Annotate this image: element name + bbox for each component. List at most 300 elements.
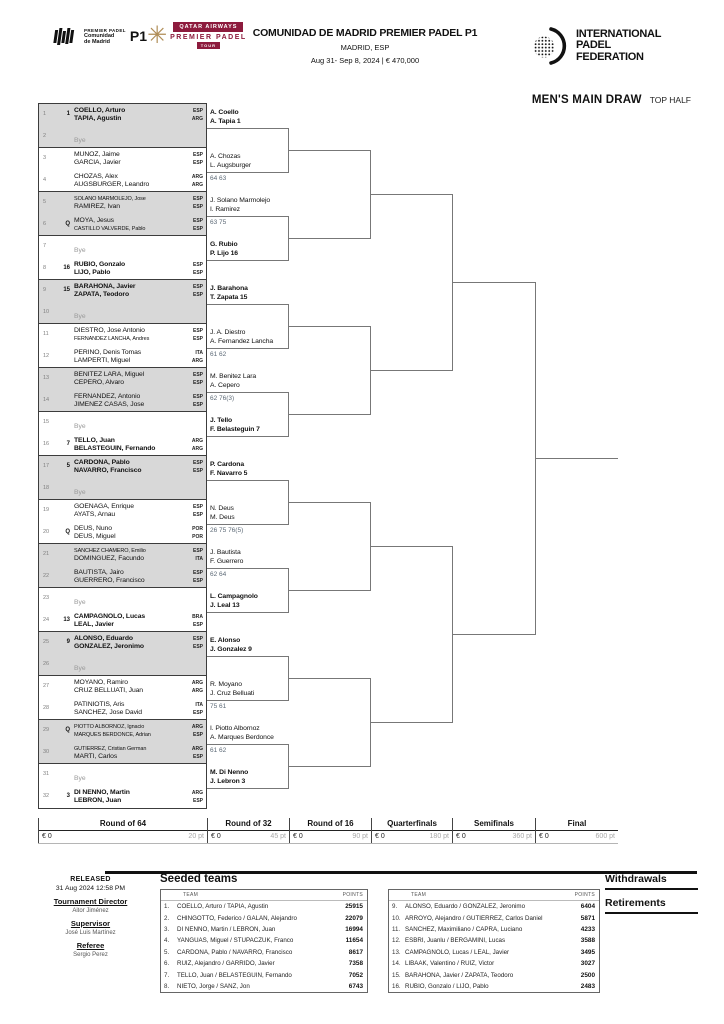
player-2-name: LIJO, Pablo	[74, 269, 111, 277]
seed-team-points: 6743	[348, 982, 363, 990]
match-score: 64 63	[210, 175, 227, 182]
tournament-official	[28, 897, 153, 914]
draw-slot	[39, 566, 206, 588]
player-2-name: GARCIA, Javier	[74, 159, 121, 167]
player-2-name: CEPERO, Alvaro	[74, 379, 124, 387]
player-2-country: ARG	[191, 116, 203, 123]
player-1-name: GOENAGA, Enrique	[74, 502, 134, 510]
winner-player-2: L. Augsburger	[210, 162, 252, 169]
player-2-name: MARTI, Carlos	[74, 753, 118, 761]
player-2-name: CRUZ BELLUATI, Juan	[74, 687, 143, 695]
player-1-country: ITA	[195, 701, 203, 708]
bracket-line	[370, 546, 452, 547]
winner-player-2: J. Cruz Belluati	[210, 690, 255, 697]
seed-rank: 10.	[392, 914, 401, 922]
round-name: Final	[536, 818, 618, 831]
player-1-country: ESP	[192, 327, 203, 334]
player-1-name: PERINO, Denis Tomas	[74, 348, 142, 356]
round-points: 90 pt	[352, 833, 368, 840]
slot-number: 23	[43, 595, 50, 601]
player-1-name: PIOTTO ALBORNOZ, Ignacio	[74, 723, 145, 730]
player-2-name: ZAPATA, Teodoro	[74, 291, 130, 299]
round-points: 600 pt	[595, 833, 615, 840]
winner-player-1: A. Coello	[210, 109, 239, 116]
player-1-name: COELLO, Arturo	[74, 106, 126, 114]
winner-player-1: J. A. Diestro	[210, 329, 246, 336]
seed-rank: 12.	[392, 937, 401, 945]
seeded-teams-title: Seeded teams	[160, 873, 238, 885]
slot-number: 6	[43, 221, 47, 227]
match-score: 75 61	[210, 703, 227, 710]
seed-team-points: 7052	[348, 971, 363, 979]
seeded-team-row	[161, 947, 367, 958]
seed-rank: 15.	[392, 971, 401, 979]
slot-number: 19	[43, 507, 50, 513]
player-1-country: ESP	[192, 635, 203, 642]
column-header-team: TEAM	[411, 892, 427, 898]
seed-team-points: 7358	[348, 960, 363, 968]
tournament-dates-prize: Aug 31- Sep 8, 2024 | € 470,000	[310, 56, 420, 65]
seeded-team-row	[161, 901, 367, 912]
bracket-line	[370, 722, 452, 723]
bye-label: Bye	[74, 488, 86, 496]
released-label: RELEASED	[70, 876, 111, 883]
ipf-line-3: FEDERATION	[576, 50, 644, 63]
player-1-name: BENITEZ LARA, Miguel	[74, 370, 145, 378]
seed-number: 9	[66, 639, 70, 645]
player-1-country: ARG	[191, 173, 203, 180]
player-1-name: RUBIO, Gonzalo	[74, 260, 126, 268]
slot-number: 22	[43, 573, 50, 579]
seed-rank: 3.	[164, 925, 170, 933]
round-points-cell	[289, 818, 371, 843]
bracket-line	[207, 260, 288, 261]
player-1-name: PATINIOTIS, Aris	[74, 700, 125, 708]
player-1-name: CARDONA, Pablo	[74, 458, 130, 466]
winner-player-2: J. Lebron 3	[210, 778, 246, 785]
player-2-country: ESP	[192, 270, 203, 277]
player-1-country: ARG	[191, 745, 203, 752]
seed-number: 5	[66, 463, 70, 469]
seeded-team-row	[161, 924, 367, 935]
bracket-line	[207, 128, 288, 129]
draw-slot	[39, 412, 206, 434]
draw-slot	[39, 544, 206, 566]
draw-slot	[39, 588, 206, 610]
seeded-team-row	[389, 935, 599, 946]
seed-team-points: 25915	[345, 903, 363, 911]
seed-team-points: 3588	[580, 937, 595, 945]
draw-slot	[39, 148, 206, 170]
officials-list	[28, 897, 153, 958]
seed-rank: 9.	[392, 903, 398, 911]
round-name: Round of 64	[39, 818, 207, 831]
player-1-country: ARG	[191, 437, 203, 444]
bye-label: Bye	[74, 664, 86, 672]
seeded-team-row	[389, 981, 599, 992]
official-role: Supervisor	[70, 919, 111, 928]
seed-team-names: CAMPAGNOLO, Lucas / LEAL, Javier	[405, 948, 510, 956]
player-1-name: BARAHONA, Javier	[74, 282, 136, 290]
player-2-name: CASTILLO VALVERDE, Pablo	[74, 226, 146, 233]
player-2-country: ESP	[192, 380, 203, 387]
draw-slot	[39, 720, 206, 742]
premier-padel-label: PREMIER PADEL	[170, 34, 247, 41]
player-2-name: LEAL, Javier	[74, 621, 114, 629]
player-1-name: MOYA, Jesus	[74, 216, 114, 224]
slot-number: 15	[43, 419, 50, 425]
bracket-line	[207, 568, 288, 569]
round-points-cell	[207, 818, 289, 843]
withdrawals-section	[605, 873, 698, 890]
winner-player-1: P. Cardona	[210, 461, 245, 468]
bracket-line	[207, 524, 288, 525]
seed-team-points: 3495	[580, 948, 595, 956]
winner-player-1: A. Chozas	[210, 153, 241, 160]
round-points: 360 pt	[512, 833, 532, 840]
player-2-name: MARQUES BERDONCE, Adrian	[74, 732, 151, 739]
slot-number: 18	[43, 485, 50, 491]
seed-number: 13	[63, 617, 70, 623]
player-1-name: SOLANO MARMOLEJO, Jose	[74, 195, 146, 202]
player-1-country: ESP	[192, 107, 203, 114]
player-1-country: ESP	[192, 371, 203, 378]
ipf-ball-icon	[531, 26, 571, 66]
bracket-line	[288, 678, 370, 679]
player-1-name: CAMPAGNOLO, Lucas	[74, 612, 146, 620]
bracket-line	[288, 414, 370, 415]
madrid-name-2: de Madrid	[84, 38, 110, 45]
player-2-country: ARG	[191, 358, 203, 365]
draw-slot	[39, 698, 206, 720]
bracket-line	[207, 744, 288, 745]
player-1-name: DIESTRO, Jose Antonio	[74, 326, 145, 334]
player-2-country: ESP	[192, 512, 203, 519]
seed-team-points: 8617	[348, 948, 363, 956]
ipf-line-1: INTERNATIONAL	[576, 27, 662, 40]
slot-number: 32	[43, 793, 50, 799]
player-2-country: ESP	[192, 644, 203, 651]
player-1-country: ESP	[192, 283, 203, 290]
slot-number: 5	[43, 199, 47, 205]
player-2-name: JIMENEZ CASAS, Jose	[74, 401, 145, 409]
player-1-country: POR	[192, 525, 203, 532]
draw-slot	[39, 192, 206, 214]
column-header-points: POINTS	[342, 892, 363, 898]
player-1-country: ESP	[192, 151, 203, 158]
draw-slot	[39, 610, 206, 632]
bracket-line	[535, 458, 618, 459]
rounds-points-table	[38, 818, 618, 844]
player-2-name: NAVARRO, Francisco	[74, 467, 142, 475]
tournament-header	[230, 27, 500, 65]
winner-player-1: M. Benitez Lara	[210, 373, 257, 380]
seed-team-names: NIETO, Jorge / SANZ, Jon	[177, 982, 250, 990]
player-2-country: ESP	[192, 160, 203, 167]
seeded-team-row	[161, 912, 367, 923]
comunidad-madrid-logo	[52, 24, 147, 48]
player-1-country: ARG	[191, 789, 203, 796]
player-1-name: ALONSO, Eduardo	[74, 634, 133, 642]
retirements-section	[605, 897, 698, 914]
qualifier-mark: Q	[65, 727, 70, 733]
draw-slot	[39, 346, 206, 368]
bye-label: Bye	[74, 774, 86, 782]
bracket-line	[288, 326, 370, 327]
seed-team-points: 2483	[580, 982, 595, 990]
seeded-team-row	[389, 947, 599, 958]
round-prize: € 0	[42, 833, 52, 840]
bracket-line	[370, 370, 452, 371]
seed-team-names: DI NENNO, Martin / LEBRON, Juan	[177, 925, 276, 933]
match-score: 61 62	[210, 351, 227, 358]
slot-number: 29	[43, 727, 50, 733]
winner-player-2: A. Tapia 1	[210, 118, 241, 125]
winner-player-1: G. Rubio	[210, 241, 238, 248]
official-role: Tournament Director	[53, 897, 128, 906]
bye-label: Bye	[74, 312, 86, 320]
winner-player-1: R. Moyano	[210, 681, 242, 688]
bracket-line	[207, 348, 288, 349]
player-1-name: DI NENNO, Martin	[74, 788, 130, 796]
player-1-country: ARG	[191, 723, 203, 730]
winner-player-1: M. Di Nenno	[210, 769, 249, 776]
seed-team-names: RUBIO, Gonzalo / LIJO, Pablo	[405, 982, 489, 990]
bracket-line	[207, 436, 288, 437]
winner-player-1: I. Piotto Albornoz	[210, 725, 260, 732]
slot-number: 28	[43, 705, 50, 711]
winner-player-2: I. Ramirez	[210, 206, 240, 213]
bracket-line	[288, 766, 370, 767]
draw-slot	[39, 500, 206, 522]
round-points-cell	[452, 818, 535, 843]
draw-slot	[39, 368, 206, 390]
winner-player-1: J. Bautista	[210, 549, 241, 556]
draw-slot	[39, 522, 206, 544]
seed-number: 15	[63, 287, 70, 293]
bracket-line	[207, 788, 288, 789]
tournament-title: COMUNIDAD DE MADRID PREMIER PADEL P1	[252, 27, 478, 39]
qatar-flower-icon: ✳	[147, 21, 168, 49]
tournament-official	[28, 941, 153, 958]
bracket-line	[288, 502, 370, 503]
player-2-country: ESP	[192, 204, 203, 211]
draw-slot	[39, 742, 206, 764]
winner-player-1: J. Barahona	[210, 285, 248, 292]
seed-number: 1	[66, 111, 70, 117]
player-2-name: LAMPERTI, Miguel	[74, 357, 131, 365]
seeded-teams-table-1-8	[160, 889, 368, 993]
seeded-team-row	[161, 958, 367, 969]
seed-rank: 7.	[164, 971, 170, 979]
seed-team-names: ALONSO, Eduardo / GONZALEZ, Jeronimo	[405, 903, 526, 911]
winner-player-1: E. Alonso	[210, 637, 241, 644]
seeded-team-row	[161, 935, 367, 946]
official-name: Sergio Perez	[73, 952, 108, 958]
seeded-team-row	[389, 901, 599, 912]
player-1-country: ESP	[192, 547, 203, 554]
bracket-line	[288, 238, 370, 239]
winner-player-2: F. Belasteguin 7	[210, 426, 260, 433]
player-2-name: GUERRERO, Francisco	[74, 577, 145, 585]
round-of-64-column	[38, 103, 207, 809]
seed-team-names: ARROYO, Alejandro / GUTIERREZ, Carlos Daniel	[405, 914, 543, 922]
tour-label: TOUR	[197, 42, 220, 49]
madrid-name-1: Comunidad	[84, 32, 115, 39]
slot-number: 10	[43, 309, 50, 315]
round-prize: € 0	[539, 833, 549, 840]
player-2-name: LEBRON, Juan	[74, 797, 122, 805]
winner-player-2: A. Marques Berdonce	[210, 734, 274, 741]
draw-slot	[39, 676, 206, 698]
round-points-cell	[371, 818, 452, 843]
slot-number: 31	[43, 771, 50, 777]
player-2-country: ESP	[192, 226, 203, 233]
round-points: 45 pt	[270, 833, 286, 840]
draw-slot	[39, 390, 206, 412]
bracket-line	[288, 590, 370, 591]
slot-number: 16	[43, 441, 50, 447]
winner-player-2: F. Navarro 5	[210, 470, 248, 477]
tournament-official	[28, 919, 153, 936]
winner-player-1: N. Deus	[210, 505, 234, 512]
round-prize: € 0	[293, 833, 303, 840]
slot-number: 7	[43, 243, 47, 249]
match-score: 63 75	[210, 219, 227, 226]
player-1-country: BRA	[192, 613, 203, 620]
seeded-team-row	[161, 969, 367, 980]
round-name: Semifinals	[453, 818, 535, 831]
player-2-name: RAMIREZ, Ivan	[74, 203, 120, 211]
seed-team-points: 6404	[580, 903, 595, 911]
seed-rank: 6.	[164, 960, 170, 968]
bracket-line	[452, 634, 535, 635]
seed-rank: 1.	[164, 903, 170, 911]
qualifier-mark: Q	[65, 221, 70, 227]
player-1-country: ESP	[192, 503, 203, 510]
match-score: 62 64	[210, 571, 227, 578]
official-name: Aitor Jiménez	[72, 908, 109, 914]
bracket-line	[207, 392, 288, 393]
seed-team-names: COELLO, Arturo / TAPIA, Agustin	[177, 903, 269, 911]
p1-category-label: P1	[129, 28, 147, 44]
draw-slot	[39, 280, 206, 302]
slot-number: 2	[43, 133, 47, 139]
player-2-country: ESP	[192, 336, 203, 343]
player-2-country: ESP	[192, 798, 203, 805]
slot-number: 4	[43, 177, 47, 183]
madrid-tagline: PREMIER PADEL	[84, 27, 126, 33]
player-1-name: GUTIERREZ, Cristian German	[74, 745, 147, 752]
bye-label: Bye	[74, 598, 86, 606]
released-datetime: 31 Aug 2024 12:58 PM	[55, 885, 126, 892]
draw-slot	[39, 324, 206, 346]
draw-title-half: TOP HALF	[649, 95, 691, 105]
player-2-name: GONZALEZ, Jeronimo	[74, 643, 144, 651]
bracket-line	[207, 172, 288, 173]
player-2-name: AYATS, Arnau	[74, 511, 116, 519]
bye-label: Bye	[74, 422, 86, 430]
slot-number: 20	[43, 529, 50, 535]
player-2-country: ARG	[191, 688, 203, 695]
seed-team-names: CHINGOTTO, Federico / GALAN, Alejandro	[177, 914, 297, 922]
bracket-line	[207, 480, 288, 481]
round-points-cell	[535, 818, 618, 843]
seed-team-points: 11654	[345, 937, 363, 945]
main-draw-bracket	[38, 103, 620, 811]
draw-slot	[39, 170, 206, 192]
seed-team-names: SANCHEZ, Maximiliano / CAPRA, Luciano	[405, 925, 523, 933]
draw-title-main: MEN'S MAIN DRAW	[531, 94, 642, 106]
player-2-country: ARG	[191, 446, 203, 453]
qatar-airways-label: QATAR AIRWAYS	[173, 22, 243, 32]
player-2-name: BELASTEGUIN, Fernando	[74, 445, 156, 453]
player-1-country: ESP	[192, 217, 203, 224]
player-2-country: ESP	[192, 292, 203, 299]
bracket-line	[207, 612, 288, 613]
madrid-flag-icon	[52, 24, 80, 48]
seed-rank: 14.	[392, 960, 401, 968]
seed-team-points: 2500	[580, 971, 595, 979]
player-2-country: ESP	[192, 578, 203, 585]
player-2-country: ESP	[192, 402, 203, 409]
released-officials-block	[28, 876, 153, 958]
winner-player-1: L. Campagnolo	[210, 593, 258, 600]
seed-number: 7	[66, 441, 70, 447]
seed-rank: 4.	[164, 937, 170, 945]
winner-player-2: A. Cepero	[210, 382, 240, 389]
winner-player-2: A. Fernandez Lancha	[210, 338, 274, 345]
winner-player-2: M. Deus	[210, 514, 235, 521]
column-header-team: TEAM	[183, 892, 199, 898]
seed-team-points: 16994	[345, 925, 363, 933]
slot-number: 24	[43, 617, 50, 623]
slot-number: 17	[43, 463, 50, 469]
official-name: José Luis Martínez	[65, 930, 116, 936]
slot-number: 14	[43, 397, 50, 403]
player-1-country: ESP	[192, 459, 203, 466]
bracket-line	[207, 700, 288, 701]
round-name: Round of 16	[290, 818, 371, 831]
withdrawals-label: Withdrawals	[605, 873, 698, 890]
round-points: 20 pt	[188, 833, 204, 840]
player-2-country: ESP	[192, 622, 203, 629]
player-1-name: BAUTISTA, Jairo	[74, 568, 124, 576]
slot-number: 27	[43, 683, 50, 689]
bracket-line	[207, 216, 288, 217]
seed-rank: 11.	[392, 925, 401, 933]
player-2-name: AUGSBURGER, Leandro	[74, 181, 150, 189]
round-points: 180 pt	[429, 833, 449, 840]
draw-slot	[39, 786, 206, 808]
seed-team-points: 22079	[345, 914, 363, 922]
match-score: 62 76(3)	[210, 395, 235, 402]
winner-player-2: T. Zapata 15	[210, 294, 248, 301]
player-2-country: POR	[192, 534, 203, 541]
player-1-name: MOYANO, Ramiro	[74, 678, 128, 686]
slot-number: 8	[43, 265, 47, 271]
bracket-line	[452, 282, 535, 283]
seeded-team-row	[161, 981, 367, 992]
draw-slot	[39, 632, 206, 654]
retirements-label: Retirements	[605, 897, 698, 914]
player-2-name: TAPIA, Agustin	[74, 115, 122, 123]
seed-team-names: CARDONA, Pablo / NAVARRO, Francisco	[177, 948, 293, 956]
bracket-line	[288, 150, 370, 151]
player-1-country: ESP	[192, 261, 203, 268]
slot-number: 30	[43, 749, 50, 755]
player-1-country: ESP	[192, 393, 203, 400]
